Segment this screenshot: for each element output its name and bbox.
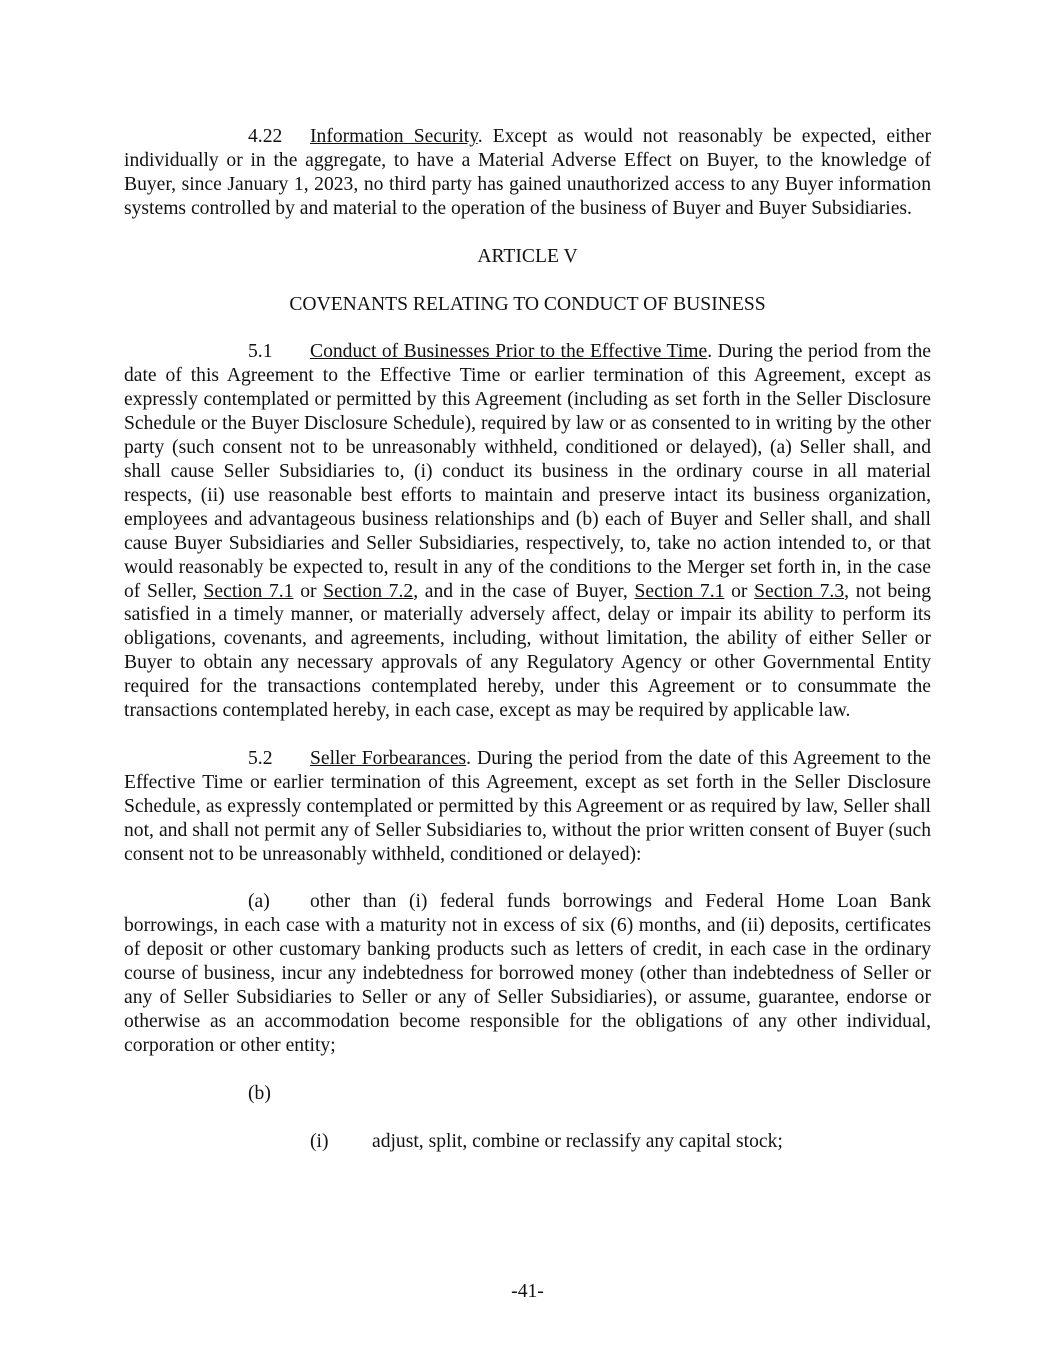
item-body: other than (i) federal funds borrowings and Federal Home Loan Bank borrowings, in each case with a maturity not in excess of six (6) months, and (ii) deposits, certificates of deposit or other customary banking products such as letters of credit, in each case in the ordinary course of business, incur any indebtedness for borrowed money (other than indebtedness of Seller or any of Seller Subsidiaries to Seller or any of Seller Subsidiaries), or assume, guarantee, endorse or otherwise as an accommodation become responsible for the obligations of any other individual, corporation or other entity;	[124, 891, 931, 1056]
section-reference: Section 7.2	[323, 580, 414, 602]
section-4-22	[124, 125, 931, 221]
article-number: ARTICLE V	[477, 245, 578, 267]
section-reference: Section 7.3	[754, 580, 845, 602]
section-body: , and in the case of Buyer,	[413, 580, 635, 602]
article-title: COVENANTS RELATING TO CONDUCT OF BUSINESS	[289, 293, 766, 315]
section-heading: Information Security	[310, 126, 478, 147]
section-body: or	[724, 580, 755, 602]
section-body: or	[293, 580, 324, 602]
page-number: -41-	[511, 1281, 544, 1302]
subitem-label: (i)	[310, 1130, 329, 1152]
section-5-2	[124, 747, 931, 867]
section-reference: Section 7.1	[634, 580, 725, 602]
section-reference: Section 7.1	[203, 580, 294, 602]
section-heading: Seller Forbearances	[310, 747, 467, 769]
section-number: 5.1	[248, 341, 273, 363]
item-b-label: (b)	[248, 1082, 271, 1104]
section-heading: Conduct of Businesses Prior to the Effective Time	[310, 341, 708, 363]
item-a	[124, 890, 931, 1057]
section-body: , not being satisfied in a timely manner, or materially adversely affect, delay or impair its ability to perform its obligations, covenants, and agreements, including, without limitation, the ability of either Seller or Buyer to obtain any necessary approvals of any Regulatory Agency or other Governmental Entity required for the transactions contemplated hereby, under this Agreement or to consummate the transactions contemplated hereby, in each case, except as may be required by applicable law.	[124, 580, 931, 722]
section-body: . During the period from the date of this Agreement to the Effective Time or earlier termination of this Agreement, except as set forth in the Seller Disclosure Schedule, as expressly contemplated or permitted by this Agreement or as required by law, Seller shall not, and shall not permit any of Seller Subsidiaries to, without the prior written consent of Buyer (such consent not to be unreasonably withheld, conditioned or delayed):	[124, 747, 931, 865]
section-number: 4.22	[248, 126, 283, 147]
document-page	[124, 125, 931, 1154]
item-b-i	[310, 1130, 931, 1154]
item-label: (a)	[248, 891, 270, 913]
section-5-1	[124, 340, 931, 723]
section-body: . Except as would not reasonably be expected, either individually or in the aggregate, to have a Material Adverse Effect on Buyer, to the knowledge of Buyer, since January 1, 2023, no third party has gained unauthorized access to any Buyer information systems controlled by and material to the operation of the business of Buyer and Buyer Subsidiaries.	[124, 126, 931, 219]
subitem-body: adjust, split, combine or reclassify any capital stock;	[372, 1130, 783, 1152]
section-number: 5.2	[248, 747, 273, 769]
section-body: . During the period from the date of this Agreement to the Effective Time or earlier termination of this Agreement, except as expressly contemplated or permitted by this Agreement (including as set forth in the Seller Disclosure Schedule or the Buyer Disclosure Schedule), required by law or as consented to in writing by the other party (such consent not to be unreasonably withheld, conditioned or delayed), (a) Seller shall, and shall cause Seller Subsidiaries to, (i) conduct its business in the ordinary course in all material respects, (ii) use reasonable best efforts to maintain and preserve intact its business organization, employees and advantageous business relationships and (b) each of Buyer and Seller shall, and shall cause Buyer Subsidiaries and Seller Subsidiaries, respectively, to, take no action intended to, or that would reasonably be expected to, result in any of the conditions to the Merger set forth in, in the case of Seller,	[124, 341, 932, 602]
